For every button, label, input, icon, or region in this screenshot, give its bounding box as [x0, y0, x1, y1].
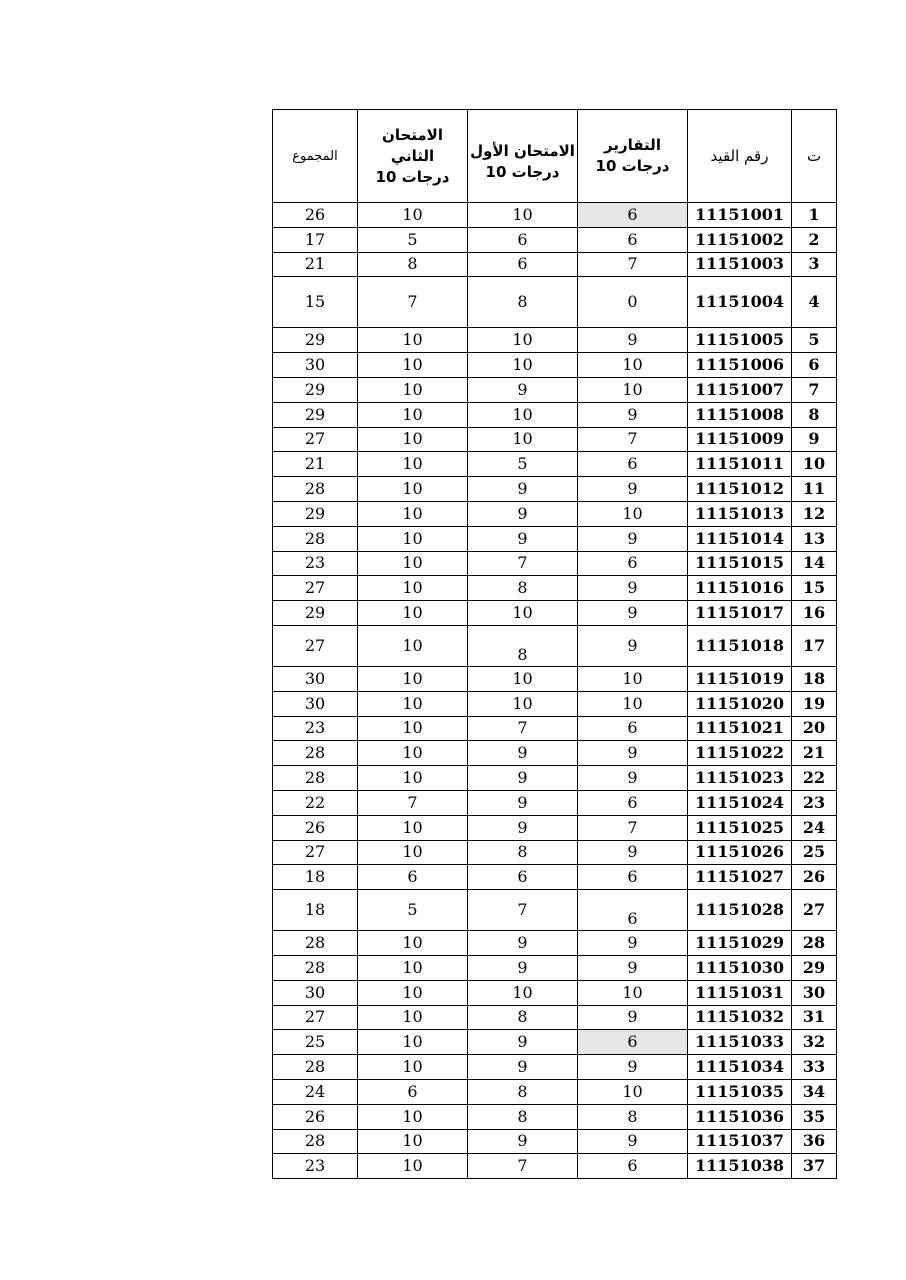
sn-cell: 36	[792, 1129, 837, 1154]
reports-cell: 9	[578, 477, 688, 502]
table-row	[273, 955, 837, 980]
total-cell: 17	[273, 227, 358, 252]
table-header-row	[273, 110, 837, 203]
total-cell: 30	[273, 353, 358, 378]
reports-cell: 8	[578, 1104, 688, 1129]
sn-cell: 3	[792, 252, 837, 277]
exam1-cell: 6	[468, 865, 578, 890]
sn-cell: 27	[792, 890, 837, 931]
reports-cell: 7	[578, 252, 688, 277]
reports-cell: 7	[578, 427, 688, 452]
reports-cell: 6	[578, 865, 688, 890]
reports-cell: 9	[578, 402, 688, 427]
id-cell: 11151026	[688, 840, 792, 865]
table-row	[273, 277, 837, 328]
header-reports	[578, 110, 688, 203]
total-cell: 27	[273, 1005, 358, 1030]
table-row	[273, 427, 837, 452]
id-cell: 11151021	[688, 716, 792, 741]
table-row	[273, 691, 837, 716]
reports-cell: 9	[578, 576, 688, 601]
total-cell: 23	[273, 1154, 358, 1179]
table-row	[273, 1005, 837, 1030]
total-cell: 18	[273, 865, 358, 890]
header-exam2-line2: 10 درجات	[375, 167, 450, 186]
table-row	[273, 815, 837, 840]
exam1-cell: 6	[468, 252, 578, 277]
total-cell: 28	[273, 526, 358, 551]
id-cell: 11151018	[688, 625, 792, 666]
exam2-cell: 5	[358, 890, 468, 931]
sn-cell: 35	[792, 1104, 837, 1129]
sn-cell: 16	[792, 601, 837, 626]
sn-cell: 9	[792, 427, 837, 452]
reports-cell: 10	[578, 353, 688, 378]
reports-cell: 6	[578, 890, 688, 931]
id-cell: 11151011	[688, 452, 792, 477]
id-cell: 11151028	[688, 890, 792, 931]
exam2-cell: 7	[358, 277, 468, 328]
exam2-cell: 6	[358, 865, 468, 890]
id-cell: 11151015	[688, 551, 792, 576]
reports-cell: 9	[578, 955, 688, 980]
reports-cell: 7	[578, 815, 688, 840]
total-cell: 29	[273, 601, 358, 626]
table-row	[273, 203, 837, 228]
exam2-cell: 5	[358, 227, 468, 252]
table-body	[273, 203, 837, 1179]
sn-cell: 24	[792, 815, 837, 840]
table-row	[273, 865, 837, 890]
total-cell: 30	[273, 666, 358, 691]
table-row	[273, 840, 837, 865]
total-cell: 28	[273, 955, 358, 980]
exam2-cell: 6	[358, 1079, 468, 1104]
total-cell: 28	[273, 1055, 358, 1080]
exam1-cell: 10	[468, 601, 578, 626]
id-cell: 11151027	[688, 865, 792, 890]
exam1-cell: 9	[468, 790, 578, 815]
id-cell: 11151029	[688, 931, 792, 956]
reports-cell: 9	[578, 741, 688, 766]
total-cell: 28	[273, 741, 358, 766]
id-cell: 11151017	[688, 601, 792, 626]
exam2-cell: 8	[358, 252, 468, 277]
id-cell: 11151009	[688, 427, 792, 452]
table-row	[273, 625, 837, 666]
exam1-cell: 10	[468, 980, 578, 1005]
id-cell: 11151025	[688, 815, 792, 840]
id-cell: 11151031	[688, 980, 792, 1005]
id-cell: 11151013	[688, 501, 792, 526]
reports-cell: 9	[578, 625, 688, 666]
total-cell: 18	[273, 890, 358, 931]
exam1-cell: 8	[468, 1079, 578, 1104]
reports-cell: 9	[578, 1055, 688, 1080]
exam1-cell: 9	[468, 741, 578, 766]
exam2-cell: 10	[358, 980, 468, 1005]
exam1-cell: 10	[468, 353, 578, 378]
header-exam1	[468, 110, 578, 203]
exam1-cell: 8	[468, 576, 578, 601]
reports-cell: 10	[578, 501, 688, 526]
total-cell: 30	[273, 980, 358, 1005]
header-id: رقم القيد	[688, 110, 792, 203]
id-cell: 11151019	[688, 666, 792, 691]
id-cell: 11151002	[688, 227, 792, 252]
id-cell: 11151022	[688, 741, 792, 766]
sn-cell: 6	[792, 353, 837, 378]
sn-cell: 37	[792, 1154, 837, 1179]
total-cell: 26	[273, 203, 358, 228]
exam1-cell: 6	[468, 227, 578, 252]
exam1-cell: 10	[468, 402, 578, 427]
reports-cell: 0	[578, 277, 688, 328]
exam1-cell: 7	[468, 551, 578, 576]
total-cell: 29	[273, 328, 358, 353]
header-exam1-line1: الامتحان الأول	[470, 142, 575, 160]
header-exam2-line1: الامتحان الثاني	[382, 125, 443, 165]
sn-cell: 2	[792, 227, 837, 252]
table-row	[273, 227, 837, 252]
total-cell: 15	[273, 277, 358, 328]
exam2-cell: 10	[358, 1129, 468, 1154]
sn-cell: 4	[792, 277, 837, 328]
reports-cell: 10	[578, 691, 688, 716]
header-sn: ت	[792, 110, 837, 203]
total-cell: 28	[273, 931, 358, 956]
sn-cell: 19	[792, 691, 837, 716]
sn-cell: 33	[792, 1055, 837, 1080]
exam1-cell: 9	[468, 766, 578, 791]
sn-cell: 17	[792, 625, 837, 666]
sn-cell: 12	[792, 501, 837, 526]
table-row	[273, 666, 837, 691]
total-cell: 30	[273, 691, 358, 716]
total-cell: 27	[273, 840, 358, 865]
exam2-cell: 10	[358, 716, 468, 741]
header-exam2	[358, 110, 468, 203]
total-cell: 28	[273, 477, 358, 502]
total-cell: 22	[273, 790, 358, 815]
reports-cell: 6	[578, 551, 688, 576]
total-cell: 27	[273, 625, 358, 666]
exam1-cell: 7	[468, 890, 578, 931]
sn-cell: 21	[792, 741, 837, 766]
exam2-cell: 10	[358, 576, 468, 601]
id-cell: 11151036	[688, 1104, 792, 1129]
table-row	[273, 1129, 837, 1154]
exam1-cell: 10	[468, 691, 578, 716]
exam1-cell: 5	[468, 452, 578, 477]
exam2-cell: 10	[358, 1030, 468, 1055]
sn-cell: 14	[792, 551, 837, 576]
id-cell: 11151020	[688, 691, 792, 716]
exam1-cell: 9	[468, 526, 578, 551]
exam1-cell: 9	[468, 501, 578, 526]
id-cell: 11151037	[688, 1129, 792, 1154]
sn-cell: 28	[792, 931, 837, 956]
reports-cell: 9	[578, 1129, 688, 1154]
table-row	[273, 716, 837, 741]
sn-cell: 13	[792, 526, 837, 551]
exam2-cell: 10	[358, 477, 468, 502]
table-row	[273, 890, 837, 931]
exam2-cell: 10	[358, 328, 468, 353]
total-cell: 26	[273, 815, 358, 840]
id-cell: 11151030	[688, 955, 792, 980]
id-cell: 11151014	[688, 526, 792, 551]
reports-cell: 10	[578, 377, 688, 402]
total-cell: 29	[273, 501, 358, 526]
sn-cell: 7	[792, 377, 837, 402]
reports-cell: 9	[578, 840, 688, 865]
exam2-cell: 10	[358, 452, 468, 477]
total-cell: 28	[273, 1129, 358, 1154]
sn-cell: 15	[792, 576, 837, 601]
exam2-cell: 10	[358, 526, 468, 551]
id-cell: 11151007	[688, 377, 792, 402]
sn-cell: 30	[792, 980, 837, 1005]
total-cell: 21	[273, 452, 358, 477]
table-row	[273, 328, 837, 353]
total-cell: 28	[273, 766, 358, 791]
id-cell: 11151034	[688, 1055, 792, 1080]
sn-cell: 18	[792, 666, 837, 691]
total-cell: 24	[273, 1079, 358, 1104]
header-exam1-line2: 10 درجات	[485, 163, 560, 181]
exam2-cell: 10	[358, 741, 468, 766]
table-row	[273, 1104, 837, 1129]
exam1-cell: 8	[468, 625, 578, 666]
total-cell: 23	[273, 716, 358, 741]
exam1-cell: 9	[468, 931, 578, 956]
table-row	[273, 1154, 837, 1179]
exam1-cell: 9	[468, 1030, 578, 1055]
exam2-cell: 7	[358, 790, 468, 815]
reports-cell: 9	[578, 931, 688, 956]
exam2-cell: 10	[358, 815, 468, 840]
id-cell: 11151032	[688, 1005, 792, 1030]
exam2-cell: 10	[358, 601, 468, 626]
header-reports-line1: التقارير	[604, 136, 661, 154]
id-cell: 11151005	[688, 328, 792, 353]
sn-cell: 8	[792, 402, 837, 427]
reports-cell: 10	[578, 666, 688, 691]
exam1-cell: 8	[468, 840, 578, 865]
exam2-cell: 10	[358, 1005, 468, 1030]
id-cell: 11151012	[688, 477, 792, 502]
exam1-cell: 9	[468, 815, 578, 840]
table-row	[273, 980, 837, 1005]
reports-cell: 9	[578, 526, 688, 551]
exam1-cell: 9	[468, 1055, 578, 1080]
exam1-cell: 10	[468, 203, 578, 228]
table-row	[273, 501, 837, 526]
total-cell: 29	[273, 377, 358, 402]
id-cell: 11151035	[688, 1079, 792, 1104]
total-cell: 23	[273, 551, 358, 576]
reports-cell: 6	[578, 203, 688, 228]
exam1-cell: 10	[468, 328, 578, 353]
reports-cell: 9	[578, 601, 688, 626]
table-row	[273, 551, 837, 576]
table-row	[273, 1079, 837, 1104]
exam2-cell: 10	[358, 203, 468, 228]
exam1-cell: 8	[468, 1104, 578, 1129]
total-cell: 29	[273, 402, 358, 427]
sn-cell: 26	[792, 865, 837, 890]
sn-cell: 29	[792, 955, 837, 980]
exam1-cell: 9	[468, 377, 578, 402]
reports-cell: 6	[578, 790, 688, 815]
exam2-cell: 10	[358, 666, 468, 691]
total-cell: 21	[273, 252, 358, 277]
id-cell: 11151004	[688, 277, 792, 328]
table-row	[273, 526, 837, 551]
exam2-cell: 10	[358, 1104, 468, 1129]
reports-cell: 6	[578, 227, 688, 252]
exam1-cell: 9	[468, 477, 578, 502]
exam2-cell: 10	[358, 402, 468, 427]
reports-cell: 9	[578, 766, 688, 791]
table-row	[273, 402, 837, 427]
sn-cell: 25	[792, 840, 837, 865]
total-cell: 27	[273, 427, 358, 452]
exam2-cell: 10	[358, 353, 468, 378]
total-cell: 25	[273, 1030, 358, 1055]
sn-cell: 23	[792, 790, 837, 815]
exam2-cell: 10	[358, 377, 468, 402]
reports-cell: 6	[578, 716, 688, 741]
reports-cell: 6	[578, 1030, 688, 1055]
reports-cell: 9	[578, 1005, 688, 1030]
reports-cell: 6	[578, 452, 688, 477]
exam1-cell: 7	[468, 1154, 578, 1179]
exam1-cell: 10	[468, 427, 578, 452]
id-cell: 11151038	[688, 1154, 792, 1179]
exam2-cell: 10	[358, 1154, 468, 1179]
sn-cell: 20	[792, 716, 837, 741]
exam2-cell: 10	[358, 766, 468, 791]
table-row	[273, 353, 837, 378]
exam1-cell: 8	[468, 277, 578, 328]
table-row	[273, 377, 837, 402]
sn-cell: 10	[792, 452, 837, 477]
exam1-cell: 8	[468, 1005, 578, 1030]
id-cell: 11151003	[688, 252, 792, 277]
header-reports-line2: 10 درجات	[595, 157, 670, 175]
grades-table	[272, 109, 837, 1179]
table-row	[273, 766, 837, 791]
table-row	[273, 931, 837, 956]
table-row	[273, 790, 837, 815]
sn-cell: 34	[792, 1079, 837, 1104]
reports-cell: 9	[578, 328, 688, 353]
exam2-cell: 10	[358, 625, 468, 666]
exam2-cell: 10	[358, 840, 468, 865]
total-cell: 26	[273, 1104, 358, 1129]
id-cell: 11151023	[688, 766, 792, 791]
sn-cell: 32	[792, 1030, 837, 1055]
reports-cell: 10	[578, 980, 688, 1005]
total-cell: 27	[273, 576, 358, 601]
sn-cell: 5	[792, 328, 837, 353]
exam2-cell: 10	[358, 691, 468, 716]
table-row	[273, 601, 837, 626]
table-row	[273, 741, 837, 766]
exam2-cell: 10	[358, 427, 468, 452]
exam2-cell: 10	[358, 955, 468, 980]
id-cell: 11151006	[688, 353, 792, 378]
table-row	[273, 452, 837, 477]
exam2-cell: 10	[358, 551, 468, 576]
table-row	[273, 252, 837, 277]
sn-cell: 1	[792, 203, 837, 228]
id-cell: 11151001	[688, 203, 792, 228]
exam1-cell: 7	[468, 716, 578, 741]
reports-cell: 10	[578, 1079, 688, 1104]
exam1-cell: 9	[468, 955, 578, 980]
header-total: المجموع	[273, 110, 358, 203]
id-cell: 11151024	[688, 790, 792, 815]
table-row	[273, 576, 837, 601]
exam2-cell: 10	[358, 501, 468, 526]
sn-cell: 31	[792, 1005, 837, 1030]
reports-cell: 6	[578, 1154, 688, 1179]
id-cell: 11151016	[688, 576, 792, 601]
sn-cell: 11	[792, 477, 837, 502]
exam2-cell: 10	[358, 931, 468, 956]
id-cell: 11151008	[688, 402, 792, 427]
exam2-cell: 10	[358, 1055, 468, 1080]
table-row	[273, 477, 837, 502]
exam1-cell: 10	[468, 666, 578, 691]
table-row	[273, 1055, 837, 1080]
exam1-cell: 9	[468, 1129, 578, 1154]
table-row	[273, 1030, 837, 1055]
id-cell: 11151033	[688, 1030, 792, 1055]
sn-cell: 22	[792, 766, 837, 791]
